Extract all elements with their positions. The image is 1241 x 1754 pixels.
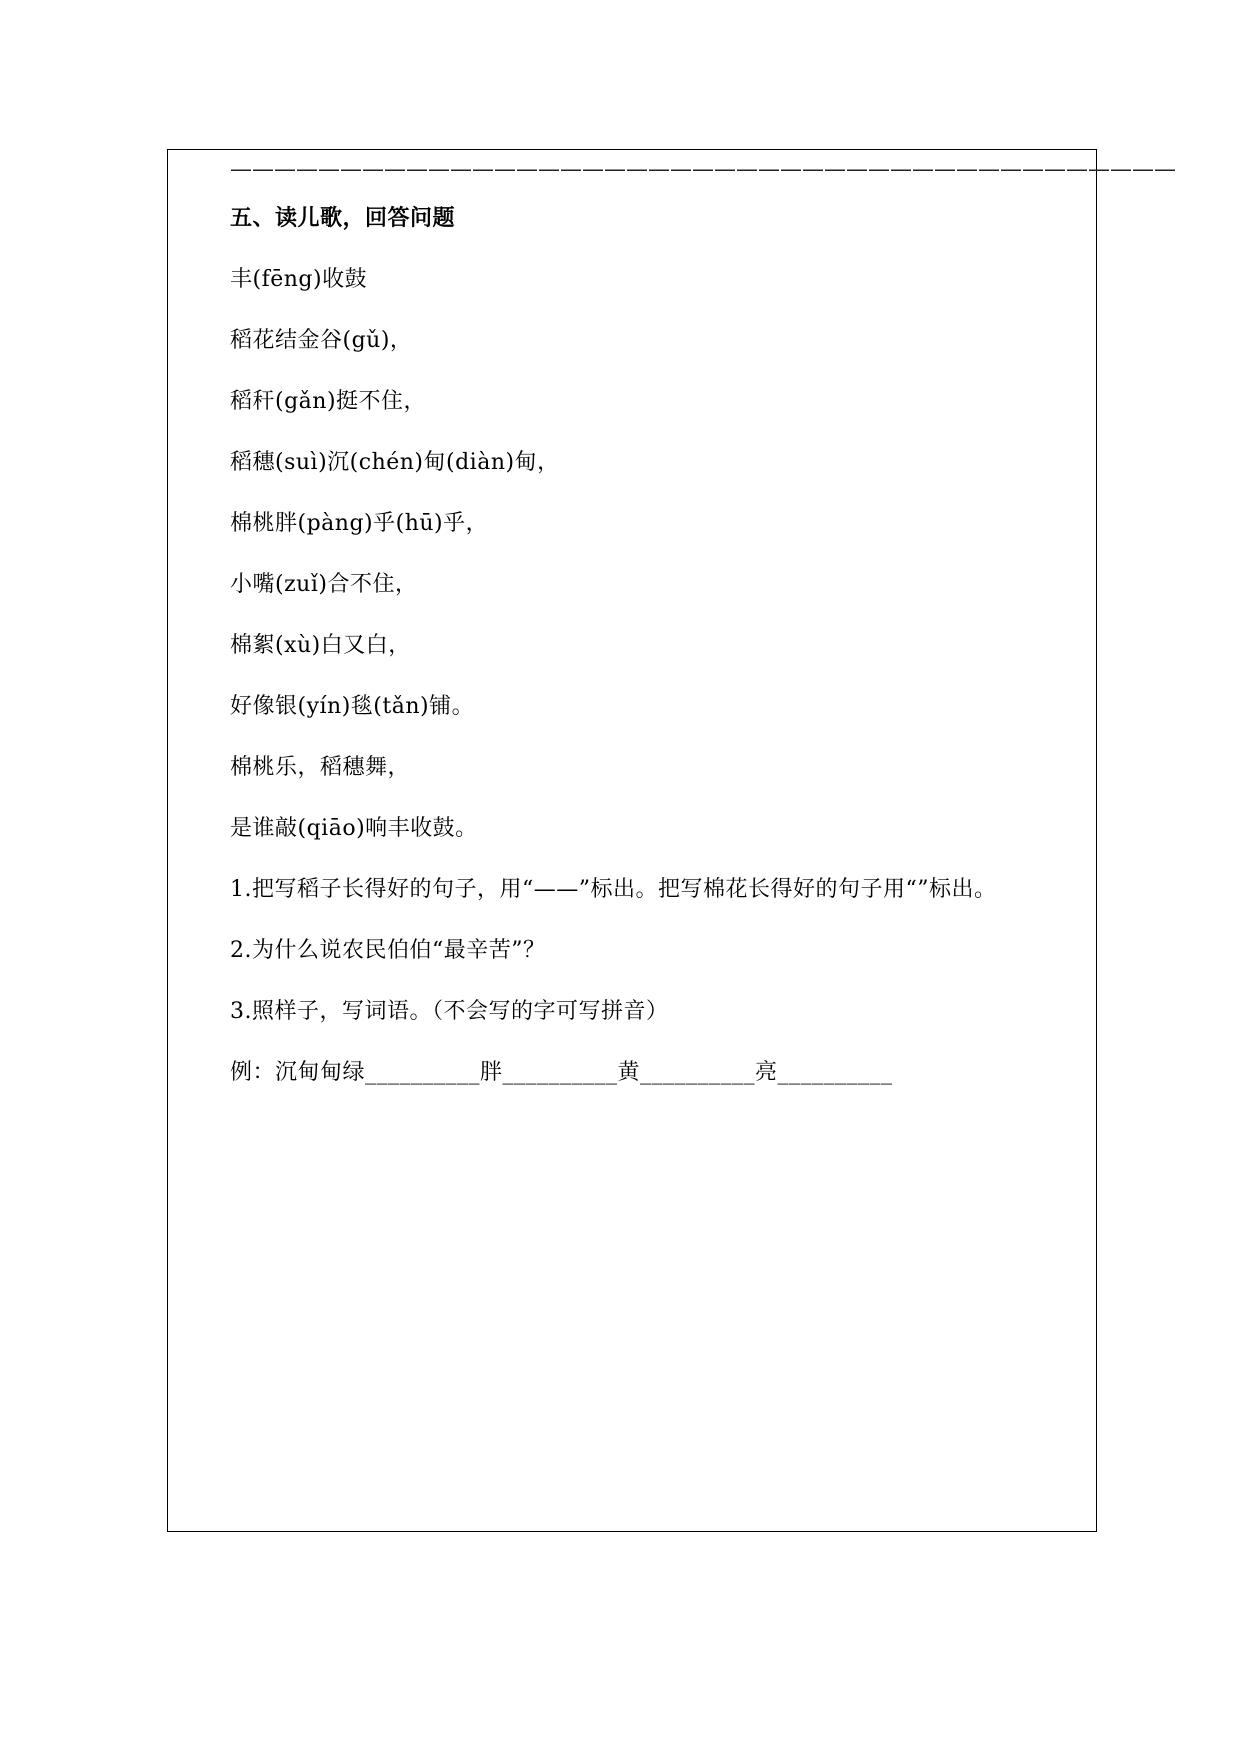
- poem-line: 小嘴(zuǐ)合不住，: [230, 572, 418, 597]
- section-title: 五、读儿歌，回答问题: [230, 206, 456, 231]
- poem-line: 棉絮(xù)白又白，: [230, 633, 411, 658]
- poem-line: 棉桃胖(pàng)乎(hū)乎，: [230, 511, 489, 536]
- question-3: 3.照样子，写词语。（不会写的字可写拼音）: [230, 999, 669, 1024]
- poem-line: 稻穗(suì)沉(chén)甸(diàn)甸，: [230, 450, 560, 475]
- poem-line: 稻秆(gǎn)挺不住，: [230, 389, 427, 414]
- poem-line: 稻花结金谷(gǔ)，: [230, 328, 413, 353]
- poem-title: 丰(fēng)收鼓: [230, 267, 368, 292]
- question-2: 2.为什么说农民伯伯“最辛苦”？: [230, 938, 546, 963]
- answer-rule: ———————————————————————————————————————————: [230, 157, 1176, 182]
- worksheet-content: [230, 157, 1176, 1103]
- example-fill-in: 例：沉甸甸绿__________胖__________黄__________亮__________: [230, 1060, 893, 1085]
- poem-line: 是谁敲(qiāo)响丰收鼓。: [230, 816, 478, 841]
- poem-line: 棉桃乐，稻穗舞，: [230, 755, 411, 780]
- question-1: 1.把写稻子长得好的句子，用“——”标出。把写棉花长得好的句子用“”标出。: [230, 877, 997, 902]
- poem-line: 好像银(yín)毯(tǎn)铺。: [230, 694, 475, 719]
